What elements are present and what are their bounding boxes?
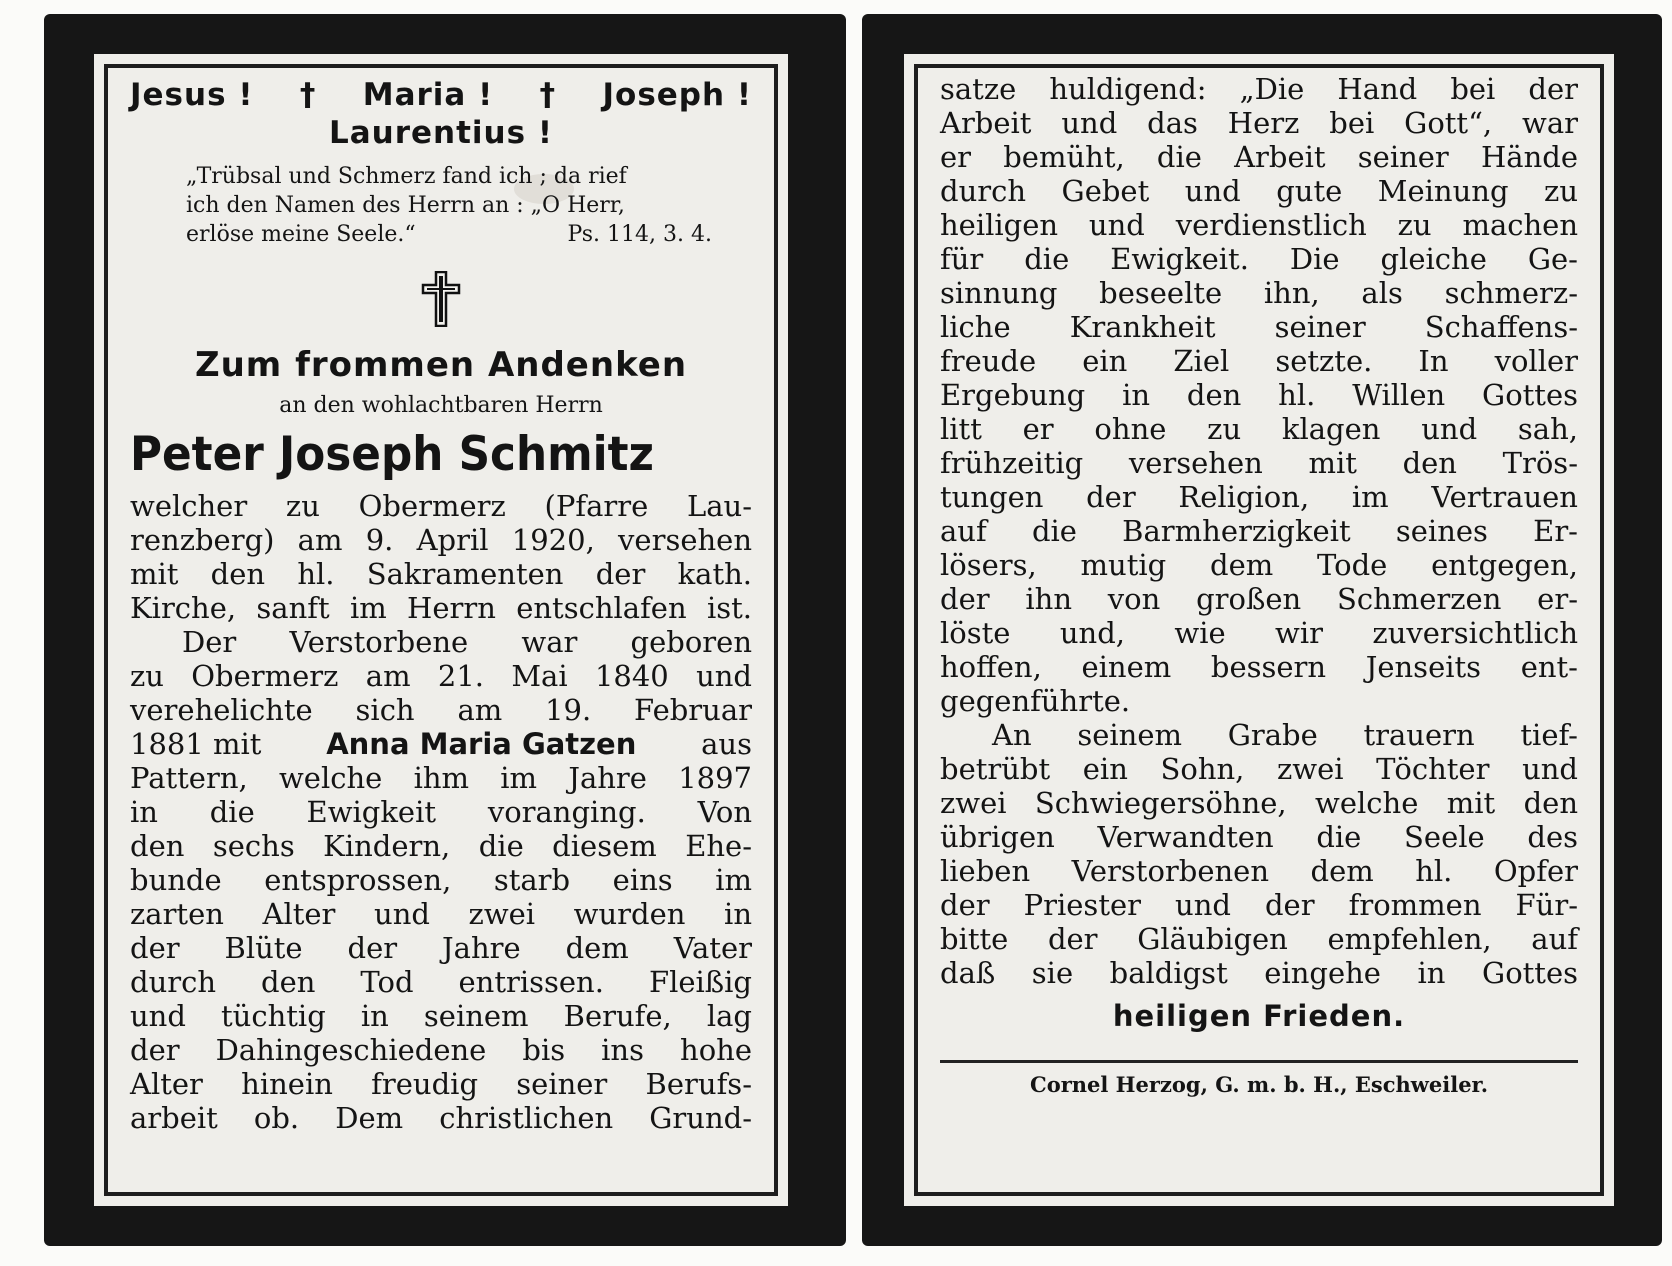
text-line: er bemüht, die Arbeit seiner Hände: [940, 140, 1578, 174]
quote-reference: Ps. 114, 3. 4.: [567, 222, 712, 247]
text-line: welcher zu Obermerz (Pfarre Lau-: [130, 489, 752, 523]
text-line: bunde entsprossen, starb eins im: [130, 863, 752, 897]
text-line: Ergebung in den hl. Willen Gottes: [940, 378, 1578, 412]
left-card-page: [94, 54, 788, 1206]
text-line: An seinem Grabe trauern tief-: [992, 718, 1578, 752]
text-line: renzberg) am 9. April 1920, versehen: [130, 523, 752, 557]
printer-divider: [940, 1060, 1578, 1063]
quote-line: ich den Namen des Herrn an : „O Herr,: [186, 193, 625, 218]
text-line: der ihn von großen Schmerzen er-: [940, 582, 1578, 616]
biography-text: [130, 489, 752, 1135]
text-line: Alter hinein freudig seiner Berufs-: [130, 1067, 752, 1101]
memorial-heading: Zum frommen Andenken: [194, 345, 688, 385]
text-fragment: 1881 mit: [130, 727, 262, 761]
text-line: übrigen Verwandten die Seele des: [940, 820, 1578, 854]
text-line: zwei Schwiegersöhne, welche mit den: [940, 786, 1578, 820]
small-cross-icon: †: [299, 77, 317, 113]
continued-biography-text: [940, 72, 1578, 990]
text-line: liche Krankheit seiner Schaffens-: [940, 310, 1578, 344]
text-line: löste und, wie wir zuversichtlich: [940, 616, 1578, 650]
text-line: arbeit ob. Dem christlichen Grund-: [130, 1101, 752, 1135]
text-line: der Dahingeschiedene bis ins hohe: [130, 1033, 752, 1067]
closing-words: heiligen Frieden.: [1112, 999, 1406, 1033]
text-line: der Priester und der frommen Für-: [940, 888, 1578, 922]
memorial-subheading: an den wohlachtbaren Herrn: [279, 393, 603, 418]
text-line: durch Gebet und gute Meinung zu: [940, 174, 1578, 208]
quote-line: erlöse meine Seele.“: [186, 222, 416, 247]
text-line: Der Verstorbene war geboren: [182, 625, 752, 659]
right-card-page: [904, 54, 1614, 1206]
right-card-black-border: [862, 14, 1662, 1246]
invocation-line: [130, 76, 752, 114]
text-line: durch den Tod entrissen. Fleißig: [130, 965, 752, 999]
text-line: gegenführte.: [940, 684, 1131, 718]
spouse-name: Anna Maria Gatzen: [326, 727, 637, 761]
text-line: für die Ewigkeit. Die gleiche Ge-: [940, 242, 1578, 276]
text-line: auf die Barmherzigkeit seines Er-: [940, 514, 1578, 548]
text-line-spouse: [130, 727, 752, 761]
quote-line: „Trübsal und Schmerz fand ich ; da rief: [186, 164, 627, 189]
invocation-maria: Maria !: [362, 77, 494, 113]
text-line: der Blüte der Jahre dem Vater: [130, 931, 752, 965]
text-line: bitte der Gläubigen empfehlen, auf: [940, 922, 1578, 956]
text-line: daß sie baldigst eingehe in Gottes: [940, 956, 1578, 990]
text-line: mit den hl. Sakramenten der kath.: [130, 557, 752, 591]
right-card-content: [940, 72, 1578, 1099]
deceased-name: Peter Joseph Schmitz: [130, 427, 654, 482]
text-line: freude ein Ziel setzte. In voller: [940, 344, 1578, 378]
text-line: in die Ewigkeit voranging. Von: [130, 795, 752, 829]
text-line: Kirche, sanft im Herrn entschlafen ist.: [130, 591, 752, 625]
invocation-joseph: Joseph !: [602, 77, 752, 113]
text-line: Arbeit und das Herz bei Gott“, war: [940, 106, 1578, 140]
text-line: zu Obermerz am 21. Mai 1840 und: [130, 659, 752, 693]
text-line: den sechs Kindern, die diesem Ehe-: [130, 829, 752, 863]
text-line: betrübt ein Sohn, zwei Töchter und: [940, 752, 1578, 786]
printer-imprint: Cornel Herzog, G. m. b. H., Eschweiler.: [1029, 1072, 1489, 1097]
text-line: hoffen, einem bessern Jenseits ent-: [940, 650, 1578, 684]
text-line: heiligen und verdienstlich zu machen: [940, 208, 1578, 242]
text-fragment: aus: [701, 727, 752, 761]
left-card-content: [130, 76, 752, 1135]
text-line: tungen der Religion, im Vertrauen: [940, 480, 1578, 514]
invocation-jesus: Jesus !: [130, 77, 254, 113]
text-line: frühzeitig versehen mit den Trös-: [940, 446, 1578, 480]
text-line: zarten Alter und zwei wurden in: [130, 897, 752, 931]
psalm-quote: [130, 162, 752, 249]
text-line: verehelichte sich am 19. Februar: [130, 693, 752, 727]
text-line: lieben Verstorbenen dem hl. Opfer: [940, 854, 1578, 888]
text-line: und tüchtig in seinem Berufe, lag: [130, 999, 752, 1033]
left-card-black-border: [44, 14, 846, 1246]
text-line: sinnung beseelte ihn, als schmerz-: [940, 276, 1578, 310]
text-line: Pattern, welche ihm im Jahre 1897: [130, 761, 752, 795]
small-cross-icon: †: [539, 77, 557, 113]
text-line: litt er ohne zu klagen und sah,: [940, 412, 1578, 446]
large-cross-icon: [421, 271, 461, 327]
invocation-laurentius: Laurentius !: [328, 115, 554, 151]
text-line: lösers, mutig dem Tode entgegen,: [940, 548, 1578, 582]
text-line: satze huldigend: „Die Hand bei der: [940, 72, 1578, 106]
